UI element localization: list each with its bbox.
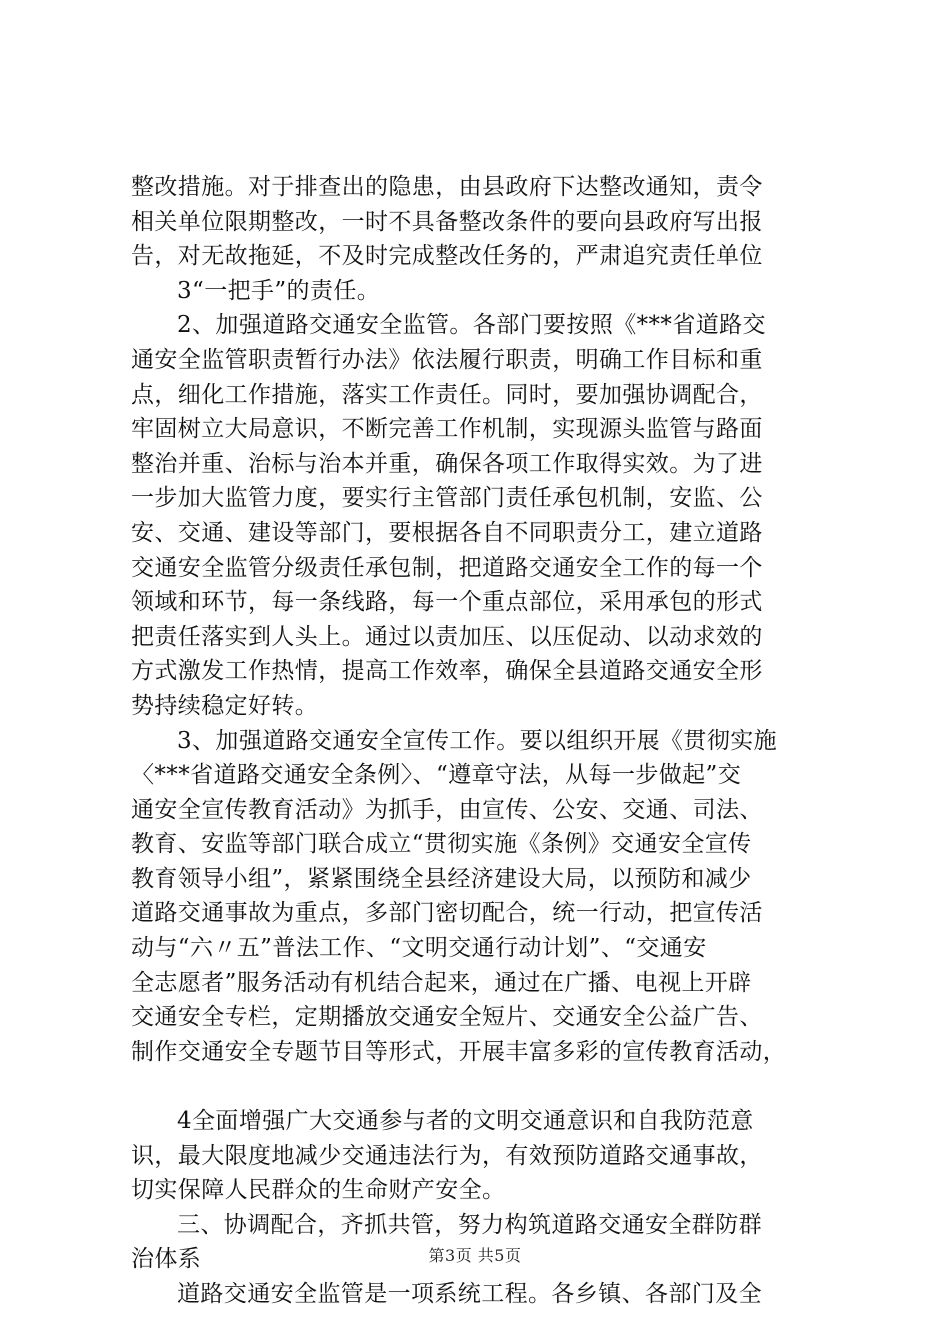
text-line: 识，最大限度地减少交通违法行为，有效预防道路交通事故， (131, 1142, 763, 1169)
text-line: 相关单位限期整改，一时不具备整改条件的要向县政府写出报 (131, 208, 763, 235)
section-heading-3: 三、协调配合，齐抓共管，努力构筑道路交通安全群防群 (177, 1211, 762, 1238)
text-line: 领域和环节，每一条线路，每一个重点部位，采用承包的形式 (131, 589, 763, 616)
text-line: 切实保障人民群众的生命财产安全。 (131, 1177, 506, 1204)
text-line: 交通安全监管分级责任承包制，把道路交通安全工作的每一个 (131, 554, 763, 581)
text-line: 势持续稳定好转。 (131, 692, 319, 719)
text-line: 全志愿者”服务活动有机结合起来，通过在广播、电视上开辟 (131, 969, 752, 996)
text-line: 通安全宣传教育活动》为抓手，由宣传、公安、交通、司法、 (131, 796, 763, 823)
text-line: 安、交通、建设等部门，要根据各自不同职责分工，建立道路 (131, 519, 763, 546)
text-line: 交通安全专栏，定期播放交通安全短片、交通安全公益广告、 (131, 1004, 763, 1031)
text-line: 通安全监管职责暂行办法》依法履行职责，明确工作目标和重 (131, 346, 763, 373)
text-line: 动与“六〃五”普法工作、“文明交通行动计划”、“交通安 (131, 935, 707, 962)
document-body (131, 170, 831, 1312)
text-line: 牢固树立大局意识，不断完善工作机制，实现源头监管与路面 (131, 416, 763, 443)
page-number-footer: 第3页 共5页 (428, 1246, 522, 1265)
text-line: 一步加大监管力度，要实行主管部门责任承包机制，安监、公 (131, 485, 763, 512)
text-line: 治体系 (131, 1246, 202, 1273)
paragraph-heading-4: 4全面增强广大交通参与者的文明交通意识和自我防范意 (177, 1108, 754, 1135)
text-line: 告，对无故拖延，不及时完成整改任务的，严肃追究责任单位 (131, 243, 763, 270)
text-line: 整改措施。对于排查出的隐患，由县政府下达整改通知，责令 (131, 174, 763, 200)
paragraph-heading-3: 3、加强道路交通安全宣传工作。要以组织开展《贯彻实施 (177, 727, 778, 754)
text-line: 道路交通事故为重点，多部门密切配合，统一行动，把宣传活 (131, 900, 763, 927)
text-line: 制作交通安全专题节目等形式，开展丰富多彩的宣传教育活动， (131, 1038, 787, 1065)
text-line: 教育、安监等部门联合成立“贯彻实施《条例》交通安全宣传 (131, 831, 752, 858)
text-line: 点，细化工作措施，落实工作责任。同时，要加强协调配合， (131, 381, 763, 408)
text-line: 〈***省道路交通安全条例〉、“遵章守法，从每一步做起”交 (131, 762, 742, 789)
text-line: 把责任落实到人头上。通过以责加压、以压促动、以动求效的 (131, 623, 763, 650)
blank-line (131, 1069, 831, 1104)
text-line: 方式激发工作热情，提高工作效率，确保全县道路交通安全形 (131, 658, 763, 685)
text-line: 教育领导小组”，紧紧围绕全县经济建设大局，以预防和减少 (131, 865, 752, 892)
paragraph-heading-2: 2、加强道路交通安全监管。各部门要按照《***省道路交 (177, 312, 766, 339)
text-line: 整治并重、治标与治本并重，确保各项工作取得实效。为了进 (131, 450, 763, 477)
text-line: 3“一把手”的责任。 (177, 277, 381, 304)
text-line: 道路交通安全监管是一项系统工程。各乡镇、各部门及全 (177, 1281, 762, 1307)
